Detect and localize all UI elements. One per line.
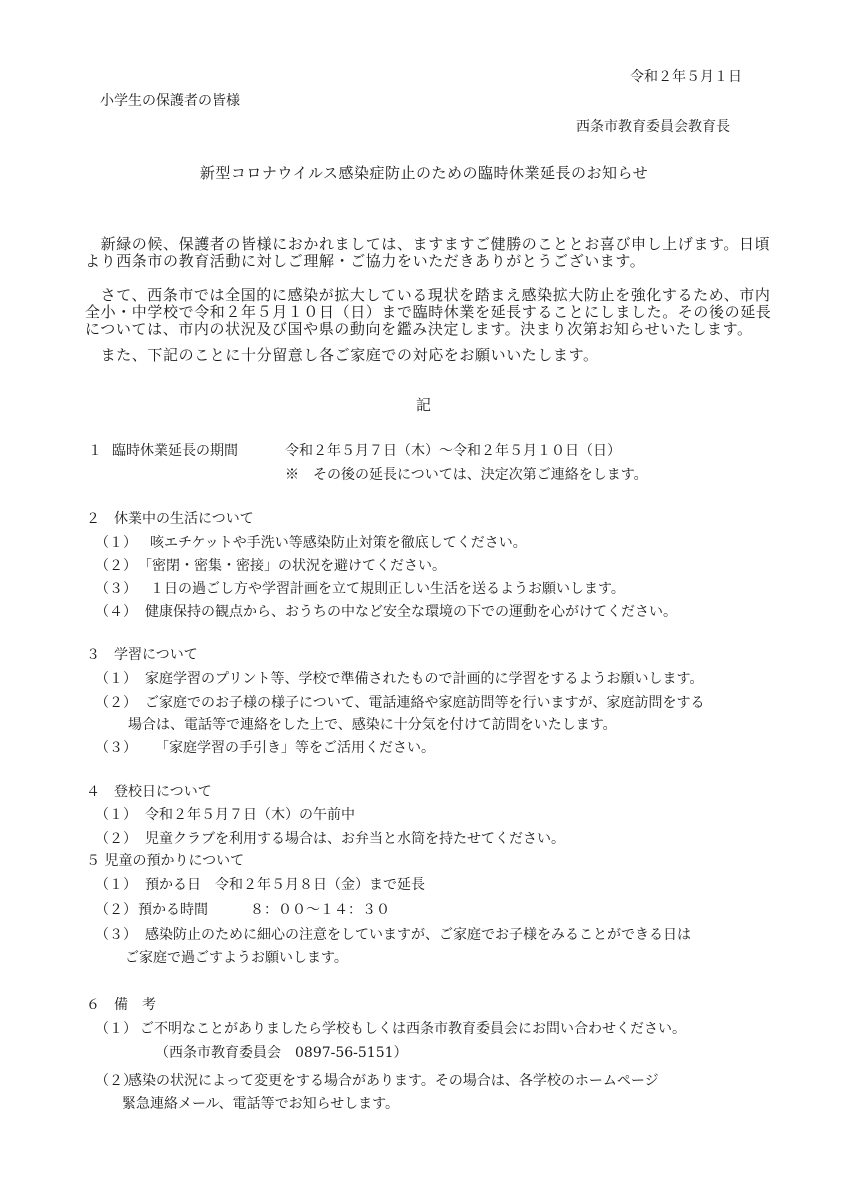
section6-item-continuation: 緊急連絡メール、電話等でお知らせします。 — [122, 1096, 400, 1112]
section1-number: １ — [88, 443, 102, 459]
section3-item-continuation: 場合は、電話等で連絡をした上で、感染に十分気を付けて訪問をいたします。 — [128, 717, 617, 733]
section6-item-text: 感染の状況によって変更をする場合があります。その場合は、各学校のホームページ — [128, 1073, 659, 1089]
sender: 西条市教育委員会教育長 — [576, 119, 730, 135]
section4-item-num: （１） — [95, 807, 137, 823]
section1-note: ※ その後の延長については、決定次第ご連絡をします。 — [285, 467, 648, 483]
paragraph-closure-notice: さて、西条市では全国的に感染が拡大している現状を踏まえ感染拡大防止を強化するため、市内全小・中学校で令和２年５月１０日（日）まで臨時休業を延長することにしました。その後の延長については、市内の状況及び国や県の動向を鑑み決定します。決まり次第お知らせいたします。 — [85, 286, 772, 338]
section5-item-text: 預かる時間 ８：００～１４：３０ — [138, 902, 390, 918]
section2-item-num: （３） — [95, 581, 137, 597]
section1-label: 臨時休業延長の期間 — [112, 443, 238, 459]
section2-item-text: １日の過ごし方や学習計画を立て規則正しい生活を送るようお願いします。 — [150, 581, 625, 597]
section2-item-text: 「密閉・密集・密接」の状況を避けてください。 — [138, 558, 446, 574]
section2-item-text: 健康保持の観点から、おうちの中など安全な環境の下での運動を心がけてください。 — [145, 604, 677, 620]
section5-item-text: 預かる日 令和２年５月８日（金）まで延長 — [145, 877, 425, 893]
paragraph-greeting: 新緑の候、保護者の皆様におかれましては、ますますご健勝のこととお喜び申し上げます。日頃より西条市の教育活動に対しご理解・ご協力をいただきありがとうございます。 — [85, 235, 771, 270]
section2-item-text: 咳エチケットや手洗い等感染防止対策を徹底してください。 — [150, 535, 527, 551]
section2-heading: ２ 休業中の生活について — [86, 511, 254, 527]
section5-item-text: 感染防止のために細心の注意をしていますが、ご家庭でお子様をみることができる日は — [145, 927, 691, 943]
section6-item-text: ご不明なことがありましたら学校もしくは西条市教育委員会にお問い合わせください。 — [140, 1021, 686, 1037]
section4-item-text: 令和２年５月７日（木）の午前中 — [145, 807, 355, 823]
section5-item-num: （２） — [95, 902, 137, 918]
section6-item-num: （２） — [95, 1073, 137, 1089]
section4-item-num: （２） — [95, 831, 137, 847]
section6-heading: ６ 備 考 — [86, 997, 156, 1013]
section3-item-text: ご家庭でのお子様の様子について、電話連絡や家庭訪問等を行いますが、家庭訪問をする — [145, 695, 705, 711]
section1-period: 令和２年５月７日（木）～令和２年５月１０日（日） — [285, 443, 621, 459]
section3-heading: ３ 学習について — [86, 647, 198, 663]
section4-item-text: 児童クラブを利用する場合は、お弁当と水筒を持たせてください。 — [145, 831, 565, 847]
paragraph-request: また、下記のことに十分留意し各ご家庭での対応をお願いいたします。 — [85, 346, 599, 364]
section3-item-num: （２） — [95, 695, 137, 711]
section5-item-num: （１） — [95, 877, 137, 893]
section5-heading: ５ 児童の預かりについて — [86, 853, 245, 869]
section3-item-text: 家庭学習のプリント等、学校で準備されたもので計画的に学習をするようお願いします。 — [145, 671, 704, 687]
section4-heading: ４ 登校日について — [86, 784, 212, 800]
recipient: 小学生の保護者の皆様 — [100, 93, 240, 109]
section2-item-num: （１） — [95, 535, 137, 551]
section6-item-num: （１） — [95, 1021, 137, 1037]
section3-item-num: （１） — [95, 671, 137, 687]
ki-marker: 記 — [416, 396, 432, 414]
section3-item-num: （３） — [95, 740, 137, 756]
section5-item-num: （３） — [95, 927, 137, 943]
section2-item-num: （２） — [95, 558, 137, 574]
section5-item-continuation: ご家庭で過ごすようお願いします。 — [125, 950, 348, 966]
section3-item-text: 「家庭学習の手引き」等をご活用ください。 — [155, 740, 435, 756]
document-title: 新型コロナウイルス感染症防止のための臨時休業延長のお知らせ — [199, 164, 649, 182]
section2-item-num: （４） — [95, 604, 137, 620]
section6-contact: （西条市教育委員会 0897-56-5151） — [155, 1045, 408, 1061]
issue-date: 令和２年５月１日 — [630, 69, 742, 85]
